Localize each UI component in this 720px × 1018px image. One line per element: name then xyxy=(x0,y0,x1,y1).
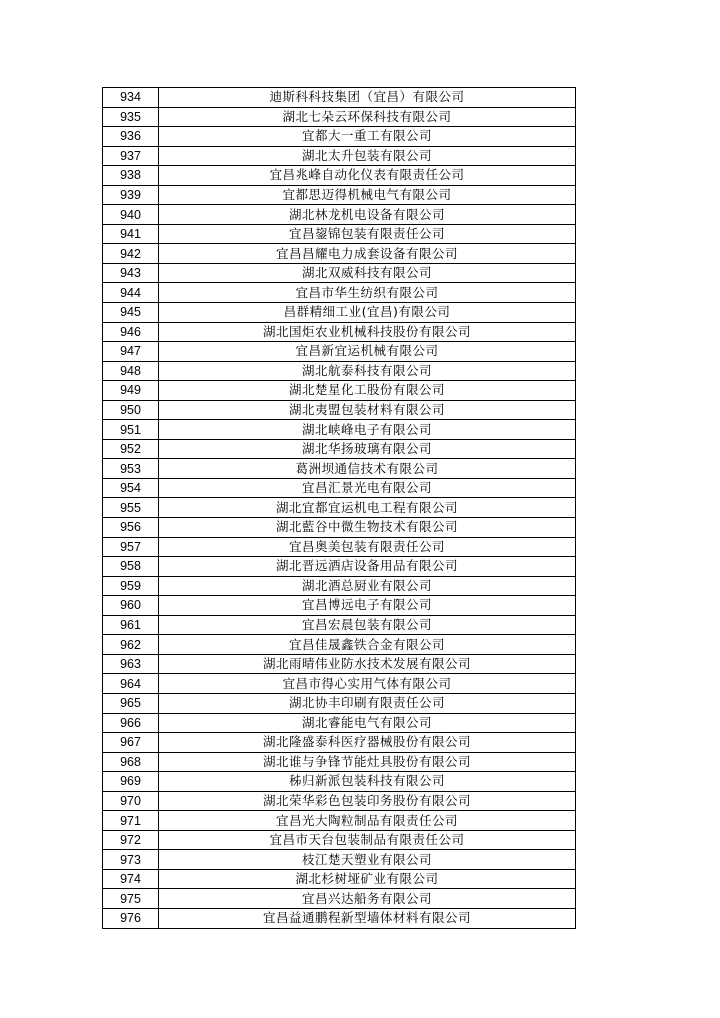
company-name: 宜昌市天台包装制品有限责任公司 xyxy=(159,830,576,850)
company-name: 湖北睿能电气有限公司 xyxy=(159,713,576,733)
table-row xyxy=(103,908,576,928)
row-number: 972 xyxy=(103,830,159,850)
row-number: 955 xyxy=(103,498,159,518)
company-name: 宜昌市华生纺织有限公司 xyxy=(159,283,576,303)
company-name: 宜昌鋆锦包装有限责任公司 xyxy=(159,224,576,244)
table-row xyxy=(103,752,576,772)
table-row xyxy=(103,224,576,244)
company-name: 湖北荣华彩色包装印务股份有限公司 xyxy=(159,791,576,811)
row-number: 970 xyxy=(103,791,159,811)
table-row xyxy=(103,596,576,616)
company-list-body xyxy=(103,88,576,929)
row-number: 939 xyxy=(103,185,159,205)
company-name: 湖北楚星化工股份有限公司 xyxy=(159,381,576,401)
table-row xyxy=(103,693,576,713)
company-name: 湖北峡峰电子有限公司 xyxy=(159,420,576,440)
table-row xyxy=(103,537,576,557)
company-name: 迪斯科科技集团（宜昌）有限公司 xyxy=(159,88,576,108)
row-number: 943 xyxy=(103,263,159,283)
company-name: 湖北夷盟包装材料有限公司 xyxy=(159,400,576,420)
table-row xyxy=(103,791,576,811)
table-row xyxy=(103,342,576,362)
table-row xyxy=(103,811,576,831)
company-name: 秭归新派包装科技有限公司 xyxy=(159,772,576,792)
company-name: 湖北雨晴伟业防水技术发展有限公司 xyxy=(159,654,576,674)
company-name: 湖北晋远酒店设备用品有限公司 xyxy=(159,557,576,577)
row-number: 948 xyxy=(103,361,159,381)
row-number: 942 xyxy=(103,244,159,264)
company-name: 宜昌汇景光电有限公司 xyxy=(159,478,576,498)
table-row xyxy=(103,889,576,909)
row-number: 962 xyxy=(103,635,159,655)
company-name: 宜昌昌耀电力成套设备有限公司 xyxy=(159,244,576,264)
table-row xyxy=(103,772,576,792)
table-row xyxy=(103,615,576,635)
row-number: 938 xyxy=(103,166,159,186)
company-name: 湖北华扬玻璃有限公司 xyxy=(159,439,576,459)
company-name: 湖北七朵云环保科技有限公司 xyxy=(159,107,576,127)
table-row xyxy=(103,146,576,166)
company-name: 湖北隆盛泰科医疗器械股份有限公司 xyxy=(159,733,576,753)
table-row xyxy=(103,518,576,538)
company-name: 湖北航泰科技有限公司 xyxy=(159,361,576,381)
table-row xyxy=(103,166,576,186)
table-row xyxy=(103,400,576,420)
company-name: 枝江楚天塑业有限公司 xyxy=(159,850,576,870)
table-row xyxy=(103,498,576,518)
row-number: 934 xyxy=(103,88,159,108)
row-number: 953 xyxy=(103,459,159,479)
row-number: 947 xyxy=(103,342,159,362)
table-row xyxy=(103,733,576,753)
row-number: 964 xyxy=(103,674,159,694)
table-row xyxy=(103,654,576,674)
company-name: 宜昌佳晟鑫铁合金有限公司 xyxy=(159,635,576,655)
table-row xyxy=(103,557,576,577)
table-row xyxy=(103,459,576,479)
row-number: 954 xyxy=(103,478,159,498)
row-number: 950 xyxy=(103,400,159,420)
row-number: 956 xyxy=(103,518,159,538)
table-row xyxy=(103,635,576,655)
row-number: 965 xyxy=(103,693,159,713)
table-row xyxy=(103,205,576,225)
row-number: 968 xyxy=(103,752,159,772)
row-number: 952 xyxy=(103,439,159,459)
table-row xyxy=(103,88,576,108)
table-row xyxy=(103,127,576,147)
company-name: 湖北国炬农业机械科技股份有限公司 xyxy=(159,322,576,342)
company-name: 宜昌益通鹏程新型墙体材料有限公司 xyxy=(159,908,576,928)
table-row xyxy=(103,713,576,733)
company-name: 宜昌光大陶粒制品有限责任公司 xyxy=(159,811,576,831)
company-name: 湖北藍谷中微生物技术有限公司 xyxy=(159,518,576,538)
company-name: 湖北杉树垭矿业有限公司 xyxy=(159,869,576,889)
row-number: 961 xyxy=(103,615,159,635)
row-number: 941 xyxy=(103,224,159,244)
row-number: 971 xyxy=(103,811,159,831)
row-number: 960 xyxy=(103,596,159,616)
company-list-table xyxy=(102,87,576,929)
table-row xyxy=(103,674,576,694)
company-name: 湖北双威科技有限公司 xyxy=(159,263,576,283)
company-name: 湖北酒总厨业有限公司 xyxy=(159,576,576,596)
table-row xyxy=(103,303,576,323)
row-number: 936 xyxy=(103,127,159,147)
table-row xyxy=(103,381,576,401)
company-name: 湖北宜都宜运机电工程有限公司 xyxy=(159,498,576,518)
company-name: 宜昌市得心实用气体有限公司 xyxy=(159,674,576,694)
row-number: 945 xyxy=(103,303,159,323)
table-row xyxy=(103,185,576,205)
company-name: 湖北太升包装有限公司 xyxy=(159,146,576,166)
table-row xyxy=(103,361,576,381)
company-name: 湖北协丰印刷有限责任公司 xyxy=(159,693,576,713)
table-row xyxy=(103,869,576,889)
row-number: 937 xyxy=(103,146,159,166)
company-name: 宜昌博远电子有限公司 xyxy=(159,596,576,616)
table-row xyxy=(103,283,576,303)
table-row xyxy=(103,576,576,596)
row-number: 935 xyxy=(103,107,159,127)
company-name: 宜都大一重工有限公司 xyxy=(159,127,576,147)
company-name: 葛洲坝通信技术有限公司 xyxy=(159,459,576,479)
company-name: 宜都思迈得机械电气有限公司 xyxy=(159,185,576,205)
row-number: 967 xyxy=(103,733,159,753)
table-row xyxy=(103,263,576,283)
company-name: 湖北林龙机电设备有限公司 xyxy=(159,205,576,225)
row-number: 949 xyxy=(103,381,159,401)
row-number: 957 xyxy=(103,537,159,557)
company-name: 宜昌兆峰自动化仪表有限责任公司 xyxy=(159,166,576,186)
table-row xyxy=(103,322,576,342)
row-number: 976 xyxy=(103,908,159,928)
row-number: 963 xyxy=(103,654,159,674)
table-row xyxy=(103,107,576,127)
table-row xyxy=(103,439,576,459)
row-number: 966 xyxy=(103,713,159,733)
row-number: 946 xyxy=(103,322,159,342)
company-name: 宜昌新宜运机械有限公司 xyxy=(159,342,576,362)
row-number: 944 xyxy=(103,283,159,303)
row-number: 975 xyxy=(103,889,159,909)
company-name: 宜昌兴达船务有限公司 xyxy=(159,889,576,909)
row-number: 973 xyxy=(103,850,159,870)
table-row xyxy=(103,850,576,870)
company-name: 宜昌奥美包装有限责任公司 xyxy=(159,537,576,557)
table-row xyxy=(103,244,576,264)
table-row xyxy=(103,830,576,850)
company-name: 昌群精细工业(宜昌)有限公司 xyxy=(159,303,576,323)
row-number: 969 xyxy=(103,772,159,792)
row-number: 958 xyxy=(103,557,159,577)
table-row xyxy=(103,420,576,440)
row-number: 974 xyxy=(103,869,159,889)
table-row xyxy=(103,478,576,498)
row-number: 940 xyxy=(103,205,159,225)
company-name: 宜昌宏晨包装有限公司 xyxy=(159,615,576,635)
company-name: 湖北谁与争锋节能灶具股份有限公司 xyxy=(159,752,576,772)
row-number: 959 xyxy=(103,576,159,596)
row-number: 951 xyxy=(103,420,159,440)
